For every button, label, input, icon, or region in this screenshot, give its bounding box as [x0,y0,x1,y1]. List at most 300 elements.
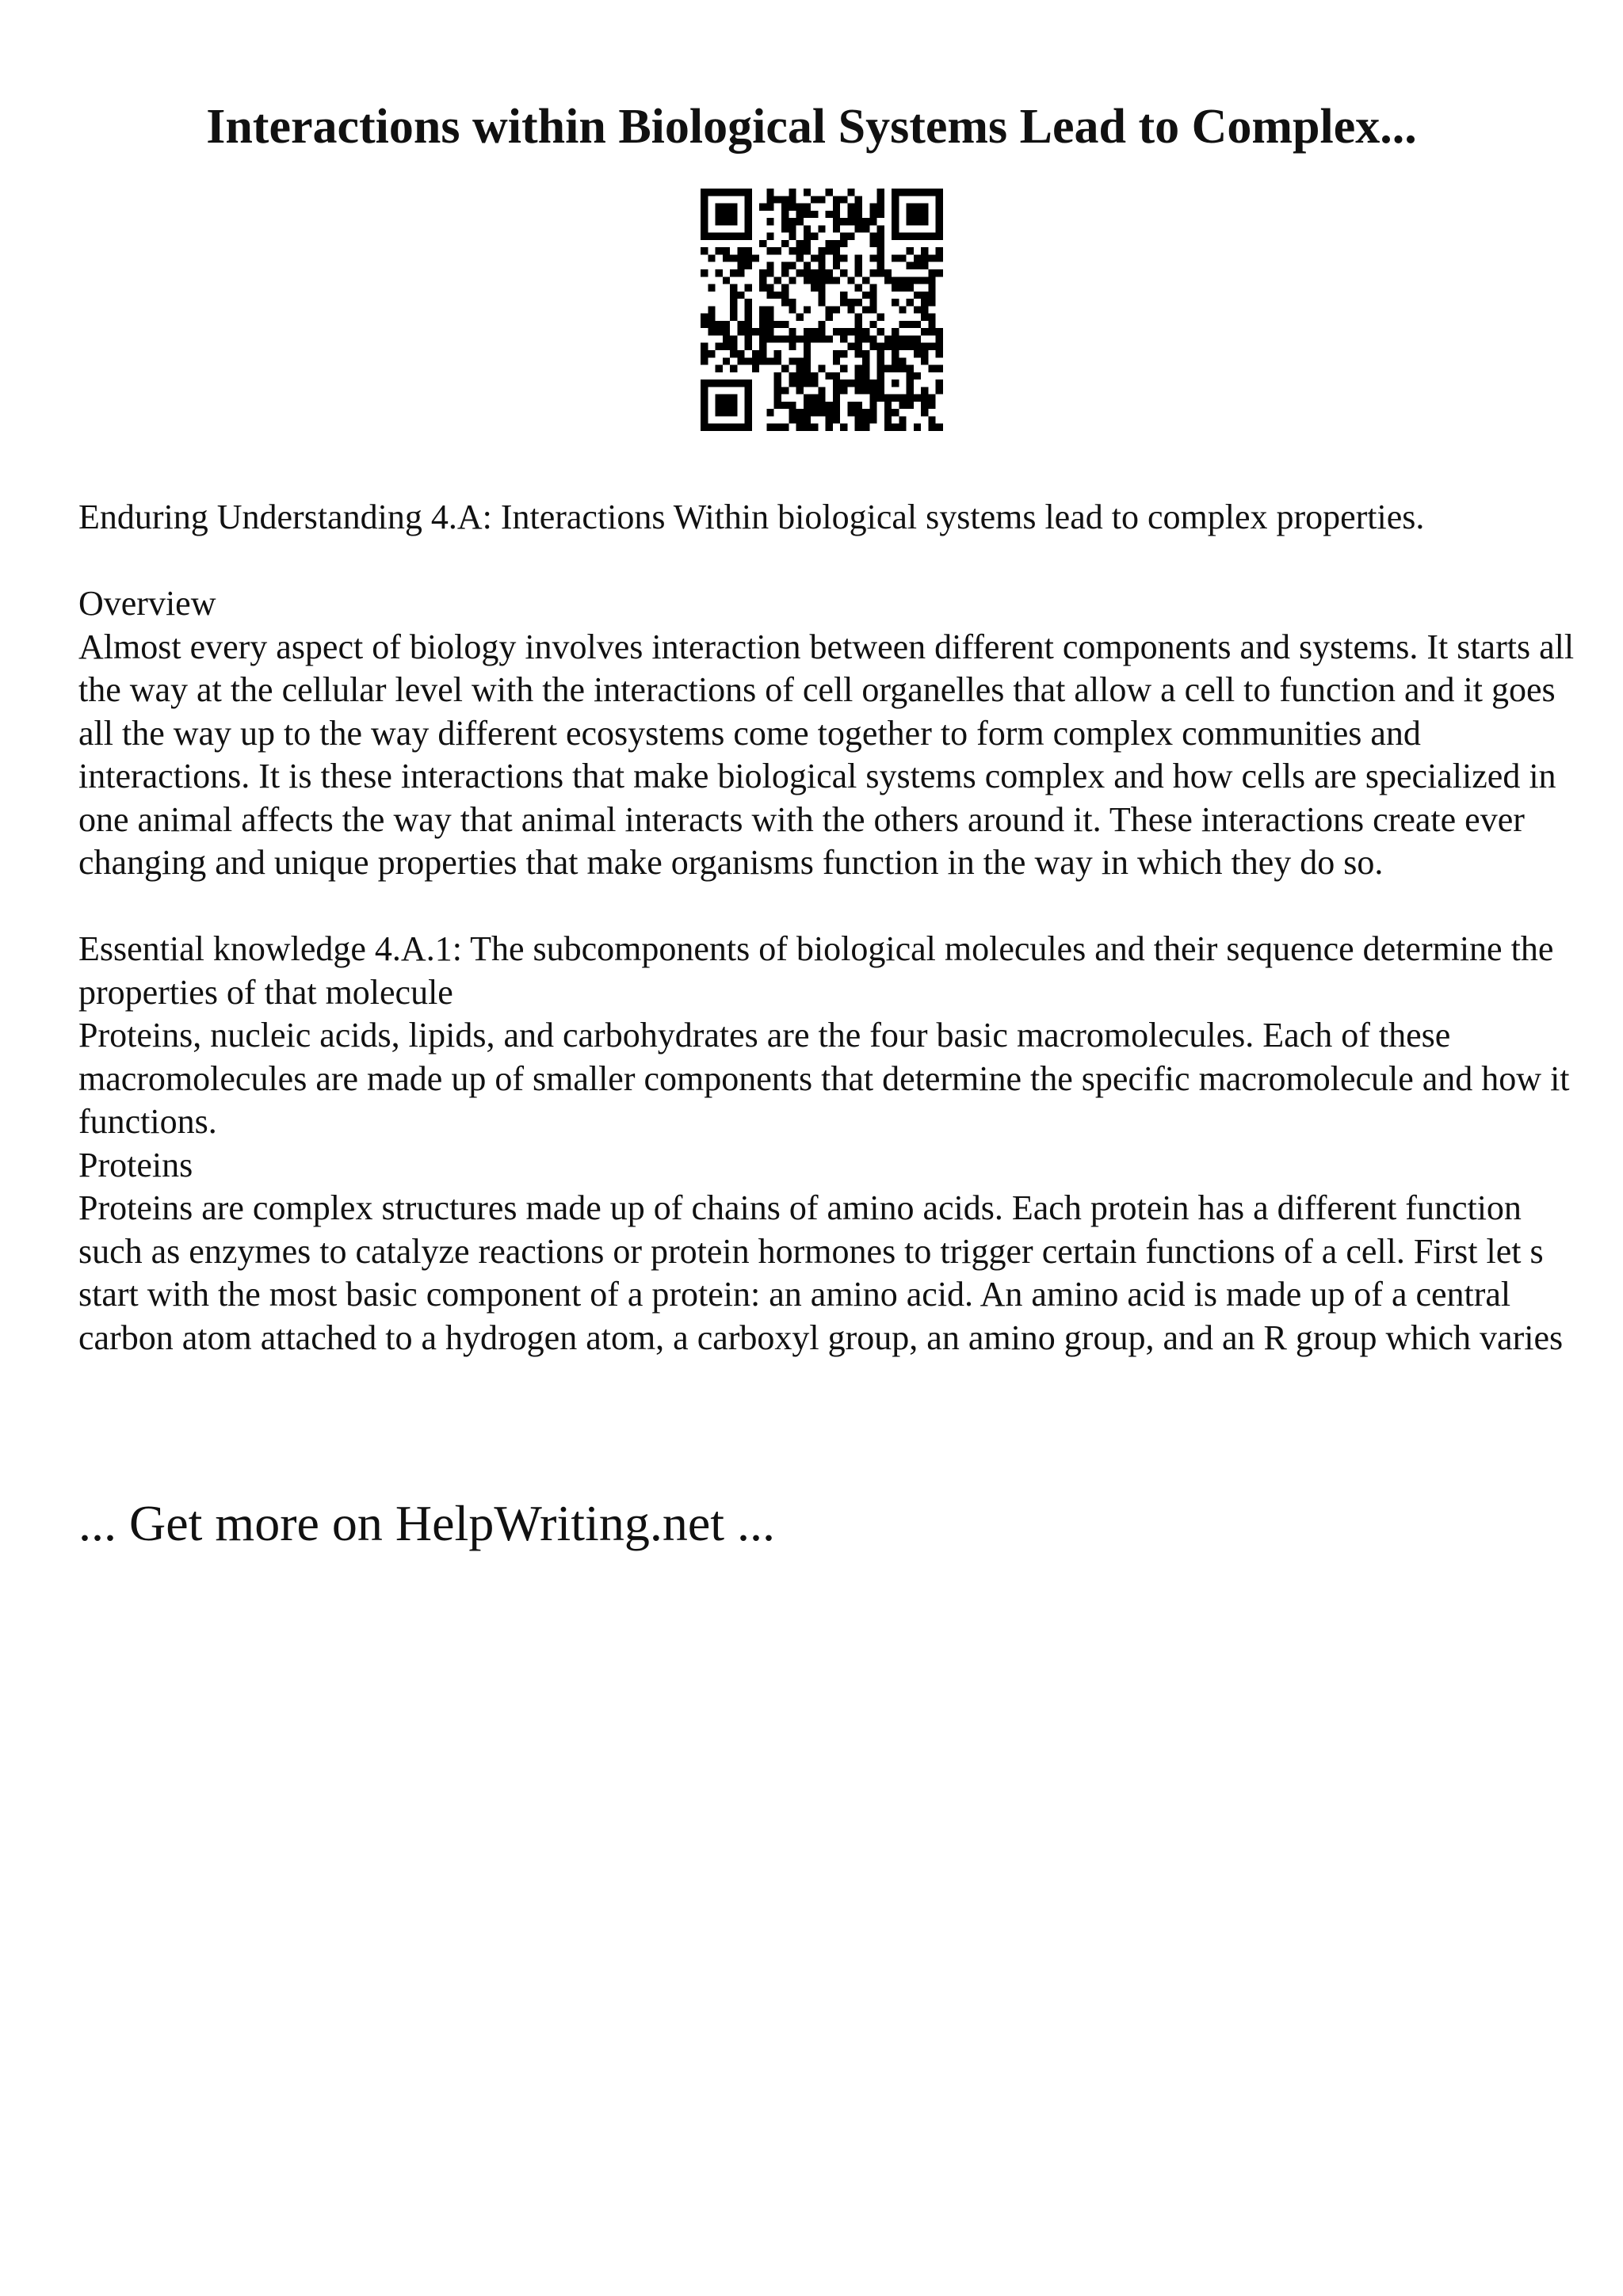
qr-module [877,269,884,277]
qr-module [796,247,804,254]
qr-module [877,211,884,218]
qr-module [877,365,884,372]
qr-module [907,379,914,387]
qr-module [774,335,781,342]
qr-module [899,343,906,350]
qr-module [781,204,789,211]
qr-module [804,277,811,284]
qr-module [833,416,840,423]
qr-module [716,343,723,350]
qr-module [862,328,869,335]
qr-module [855,196,862,203]
qr-module [781,269,789,277]
qr-module [855,402,862,409]
qr-module [745,402,752,409]
qr-module [804,262,811,269]
qr-module [723,277,730,284]
qr-module [826,240,833,247]
qr-module [907,387,914,394]
qr-module [716,409,723,416]
qr-module [745,314,752,321]
qr-module [781,211,789,218]
qr-module [796,204,804,211]
qr-module [818,409,825,416]
qr-module [701,211,708,218]
qr-module [774,395,781,402]
qr-module [833,262,840,269]
qr-module [907,218,914,225]
qr-module [921,299,928,306]
qr-module [907,402,914,409]
qr-module [759,277,766,284]
qr-module [826,306,833,313]
qr-module [701,204,708,211]
qr-module [716,211,723,218]
qr-module [781,218,789,225]
qr-module [745,196,752,203]
qr-module [701,314,708,321]
qr-module [892,424,899,431]
qr-module [730,424,737,431]
qr-module [745,379,752,387]
qr-module [789,357,796,364]
qr-module [936,204,943,211]
qr-module [833,225,840,232]
qr-module [899,424,906,431]
qr-module [818,321,825,328]
qr-module [745,254,752,261]
qr-module [921,402,928,409]
qr-module [877,240,884,247]
qr-module [907,277,914,284]
qr-module [811,424,818,431]
qr-module [877,247,884,254]
qr-module [892,196,899,203]
qr-module [789,299,796,306]
qr-module [877,379,884,387]
qr-module [899,395,906,402]
qr-module [833,328,840,335]
qr-module [936,387,943,394]
qr-module [914,343,921,350]
qr-module [907,204,914,211]
qr-module [781,262,789,269]
qr-module [928,395,935,402]
qr-module [869,269,876,277]
qr-module [804,225,811,232]
qr-module [796,254,804,261]
qr-module [914,262,921,269]
qr-module [745,189,752,196]
qr-module [928,299,935,306]
qr-module [701,269,708,277]
qr-module [716,395,723,402]
qr-module [796,269,804,277]
qr-module [759,321,766,328]
qr-module [796,409,804,416]
qr-module [892,350,899,357]
qr-module [723,379,730,387]
qr-module [766,424,773,431]
qr-module [818,269,825,277]
qr-module [796,211,804,218]
qr-module [855,365,862,372]
qr-module [855,343,862,350]
qr-module [840,254,847,261]
qr-module [869,416,876,423]
qr-module [892,225,899,232]
qr-module [737,269,744,277]
qr-module [914,306,921,313]
get-more-link[interactable]: ... Get more on HelpWriting.net ... [78,1495,775,1551]
qr-module [818,335,825,342]
qr-module [774,247,781,254]
qr-module [737,247,744,254]
qr-module [789,416,796,423]
qr-module [818,299,825,306]
qr-module [869,379,876,387]
qr-module [730,306,737,313]
qr-module [796,365,804,372]
qr-module [789,409,796,416]
qr-module [701,196,708,203]
qr-module [811,254,818,261]
qr-module [936,424,943,431]
qr-module [862,350,869,357]
qr-module [892,254,899,261]
qr-module [818,225,825,232]
qr-module [862,335,869,342]
qr-module [745,409,752,416]
qr-module [796,379,804,387]
qr-module [708,284,715,292]
qr-module [745,233,752,240]
qr-module [781,424,789,431]
qr-module [745,262,752,269]
qr-module [921,277,928,284]
qr-module [833,402,840,409]
qr-module [855,262,862,269]
qr-module [892,189,899,196]
qr-module [899,284,906,292]
proteins-heading: Proteins [78,1145,193,1184]
qr-module [847,189,854,196]
qr-module [737,292,744,299]
qr-module [914,292,921,299]
qr-module [730,335,737,342]
qr-module [730,402,737,409]
qr-module [884,402,892,409]
qr-module [723,204,730,211]
qr-module [818,402,825,409]
qr-module [818,262,825,269]
qr-module [855,204,862,211]
qr-module [766,306,773,313]
qr-module [789,218,796,225]
qr-module [899,233,906,240]
qr-module [928,189,935,196]
qr-module [840,292,847,299]
qr-module [892,299,899,306]
qr-module [723,233,730,240]
qr-module [855,211,862,218]
qr-module [907,372,914,379]
qr-module [759,269,766,277]
qr-module [745,395,752,402]
qr-module [789,335,796,342]
qr-module [914,277,921,284]
qr-module [730,395,737,402]
essential-knowledge-paragraph: Proteins, nucleic acids, lipids, and carbohydrates are the four basic macromolecules. Each of these macromolecules are made up of smaller components that determine the specific macromolecule and how it functions. [78,1016,1570,1141]
qr-module [789,277,796,284]
qr-module [884,416,892,423]
qr-module [737,254,744,261]
qr-module [884,269,892,277]
qr-module [818,292,825,299]
qr-module [745,247,752,254]
qr-module [796,240,804,247]
qr-module [759,204,766,211]
qr-module [759,284,766,292]
qr-module [921,343,928,350]
qr-module [921,395,928,402]
qr-module [774,321,781,328]
qr-module [914,350,921,357]
qr-module [936,218,943,225]
qr-module [833,240,840,247]
qr-module [745,225,752,232]
qr-module [745,387,752,394]
qr-module [818,247,825,254]
qr-module [781,292,789,299]
qr-module [766,357,773,364]
qr-module [789,204,796,211]
qr-module [745,357,752,364]
qr-module [877,387,884,394]
qr-module [936,335,943,342]
qr-module [833,211,840,218]
qr-module [818,387,825,394]
qr-module [862,416,869,423]
qr-module [928,284,935,292]
qr-module [899,277,906,284]
qr-module [862,424,869,431]
qr-module [847,328,854,335]
qr-module [833,372,840,379]
qr-module [847,379,854,387]
qr-module [869,343,876,350]
qr-module [877,225,884,232]
qr-module [730,299,737,306]
qr-module [907,262,914,269]
qr-module [774,379,781,387]
qr-module [892,328,899,335]
qr-module [796,424,804,431]
qr-module [745,424,752,431]
qr-module [907,395,914,402]
qr-module [804,350,811,357]
qr-module [716,218,723,225]
qr-module [855,387,862,394]
qr-module [928,416,935,423]
qr-module [833,204,840,211]
qr-module [936,233,943,240]
qr-module [921,262,928,269]
qr-module [936,189,943,196]
qr-module [869,402,876,409]
qr-module [862,372,869,379]
qr-module [716,247,723,254]
qr-module [701,218,708,225]
qr-module [907,299,914,306]
qr-module [811,269,818,277]
qr-module [759,306,766,313]
qr-module [766,189,773,196]
qr-module [818,328,825,335]
qr-module [869,335,876,342]
qr-module [892,277,899,284]
qr-module [826,424,833,431]
qr-module [796,357,804,364]
qr-module [708,306,715,313]
qr-module [855,424,862,431]
qr-module [716,402,723,409]
qr-module [855,284,862,292]
qr-module [855,218,862,225]
qr-module [936,379,943,387]
qr-module [847,233,854,240]
qr-module [811,402,818,409]
qr-module [811,277,818,284]
qr-module [730,269,737,277]
qr-module [892,211,899,218]
qr-module [921,211,928,218]
qr-module [752,254,759,261]
qr-module [701,387,708,394]
qr-module [774,357,781,364]
qr-module [811,328,818,335]
qr-module [723,402,730,409]
qr-module [921,357,928,364]
qr-module [826,211,833,218]
qr-module [855,225,862,232]
qr-module [745,343,752,350]
qr-module [759,350,766,357]
qr-module [840,196,847,203]
qr-module [818,196,825,203]
qr-module [921,387,928,394]
qr-module [914,372,921,379]
qr-module [899,306,906,313]
qr-module [759,328,766,335]
qr-module [789,306,796,313]
qr-module [804,416,811,423]
qr-module [877,189,884,196]
qr-module [804,328,811,335]
qr-module [869,395,876,402]
qr-module [708,350,715,357]
qr-module [921,409,928,416]
qr-module [804,247,811,254]
qr-module [869,306,876,313]
qr-module [811,379,818,387]
qr-module [869,218,876,225]
qr-module [907,284,914,292]
qr-module [840,299,847,306]
qr-module [774,292,781,299]
intro-paragraph: Enduring Understanding 4.A: Interactions Within biological systems lead to complex properties. [78,498,1425,536]
qr-module [811,335,818,342]
qr-module [833,395,840,402]
qr-module [796,335,804,342]
qr-module [899,402,906,409]
qr-module [936,225,943,232]
qr-module [914,233,921,240]
qr-module [804,365,811,372]
qr-module [877,204,884,211]
qr-module [869,254,876,261]
qr-module [840,335,847,342]
qr-module [774,387,781,394]
qr-module [892,343,899,350]
qr-module [804,409,811,416]
qr-module [789,225,796,232]
qr-module [774,277,781,284]
qr-module [907,321,914,328]
qr-module [928,269,935,277]
qr-module [730,254,737,261]
qr-module [730,284,737,292]
qr-module [899,357,906,364]
qr-module [907,233,914,240]
qr-module [781,335,789,342]
qr-module [745,284,752,292]
qr-module [914,204,921,211]
qr-module [818,284,825,292]
qr-module [766,247,773,254]
qr-module [855,328,862,335]
qr-module [781,402,789,409]
qr-module [701,424,708,431]
qr-module [811,196,818,203]
qr-module [833,379,840,387]
qr-module [737,379,744,387]
qr-module [877,350,884,357]
qr-module [804,269,811,277]
qr-module [862,292,869,299]
qr-module [701,357,708,364]
qr-module [745,218,752,225]
qr-module [737,357,744,364]
qr-module [708,424,715,431]
qr-module [855,409,862,416]
qr-module [840,218,847,225]
qr-module [701,189,708,196]
overview-paragraph: Almost every aspect of biology involves interaction between different components and systems. It starts all the way at the cellular level with the interactions of cell organelles that allow a cell to function and it goes all the way up to the way different ecosystems come together to form complex communities and interactions. It is these interactions that make biological systems complex and how cells are specialized in one animal affects the way that animal interacts with the others around it. These interactions create ever changing and unique properties that make organisms function in the way in which they do so. [78,627,1575,882]
qr-module [899,321,906,328]
qr-module [781,387,789,394]
qr-module [701,379,708,387]
qr-module [869,211,876,218]
qr-module [723,335,730,342]
qr-module [833,277,840,284]
qr-module [804,204,811,211]
qr-module [826,372,833,379]
qr-module [826,277,833,284]
qr-module [774,402,781,409]
qr-module [737,321,744,328]
qr-module [723,218,730,225]
